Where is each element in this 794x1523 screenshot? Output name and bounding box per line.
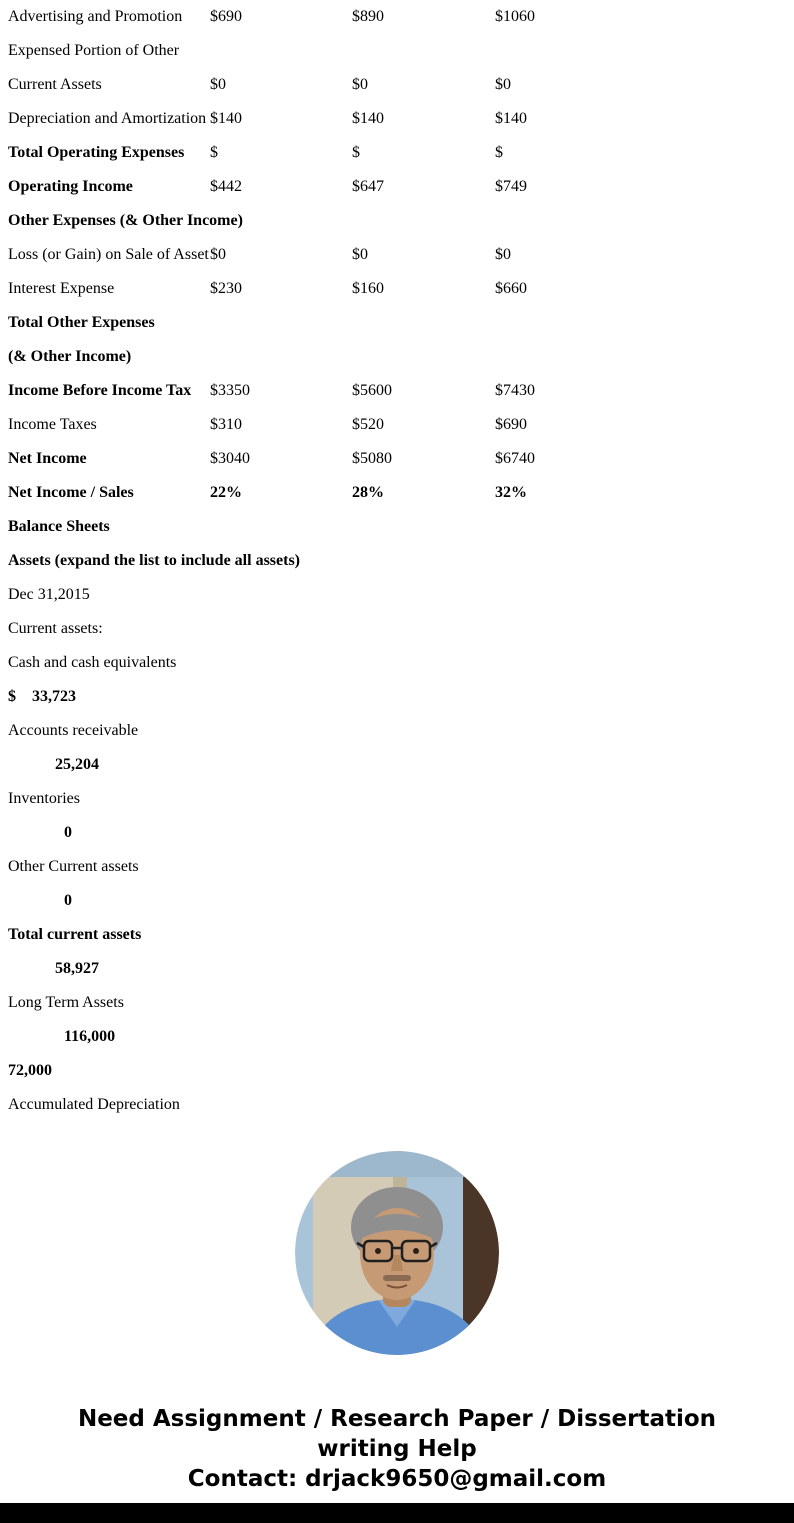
doc-line-label: Interest Expense	[8, 280, 115, 297]
doc-line	[8, 408, 794, 442]
doc-line	[8, 986, 794, 1020]
footer-ad	[0, 1404, 794, 1494]
doc-line-value: $0	[352, 76, 368, 93]
doc-line	[8, 578, 794, 612]
doc-line	[8, 0, 794, 34]
doc-line	[8, 748, 794, 782]
doc-line	[8, 850, 794, 884]
doc-line-label: Accumulated Depreciation	[8, 1096, 180, 1113]
doc-line-value: $690	[495, 416, 527, 433]
doc-line	[8, 272, 794, 306]
doc-line-value: $7430	[495, 382, 535, 399]
doc-line-value: $690	[210, 8, 242, 25]
doc-line-label: Depreciation and Amortization	[8, 110, 207, 127]
doc-line	[8, 136, 794, 170]
doc-line-value: $660	[495, 280, 527, 297]
doc-line-label: Income Before Income Tax	[8, 382, 192, 399]
doc-line	[8, 442, 794, 476]
doc-line-value: $6740	[495, 450, 535, 467]
doc-line-label: Total Other Expenses	[8, 314, 155, 331]
doc-line-value: $0	[495, 76, 511, 93]
doc-line	[8, 952, 794, 986]
doc-line-label: Long Term Assets	[8, 994, 124, 1011]
doc-line-value: $890	[352, 8, 384, 25]
doc-line	[8, 1020, 794, 1054]
doc-line-value: $3350	[210, 382, 250, 399]
doc-line-value: $0	[495, 246, 511, 263]
doc-line-label: Accounts receivable	[8, 722, 139, 739]
financial-document	[8, 0, 794, 1122]
profile-photo	[295, 1151, 499, 1355]
doc-line	[8, 374, 794, 408]
doc-line-value: $5080	[352, 450, 392, 467]
doc-line-value: $230	[210, 280, 242, 297]
doc-line-value: $	[210, 144, 218, 161]
doc-line-value: $0	[210, 76, 226, 93]
doc-line-value: 22%	[210, 484, 242, 501]
doc-line	[8, 34, 794, 68]
doc-line-value: 32%	[495, 484, 527, 501]
doc-line-label: 25,204	[55, 756, 99, 773]
doc-line-label: Net Income	[8, 450, 87, 467]
doc-line-label: Expensed Portion of Other	[8, 42, 180, 59]
doc-line	[8, 680, 794, 714]
doc-line-label: 72,000	[8, 1062, 52, 1079]
doc-line-label: Net Income / Sales	[8, 484, 134, 501]
doc-line-label: Dec 31,2015	[8, 586, 90, 603]
doc-line-label: Current Assets	[8, 76, 102, 93]
doc-line-value: $160	[352, 280, 384, 297]
doc-line-label: (& Other Income)	[8, 348, 132, 365]
doc-line-value: $140	[495, 110, 527, 127]
doc-line-value: $	[495, 144, 503, 161]
footer-ad-contact: Contact: drjack9650@gmail.com	[187, 1466, 607, 1492]
doc-line	[8, 884, 794, 918]
doc-line-label: 0	[64, 892, 72, 909]
doc-line-value: $140	[210, 110, 242, 127]
doc-line-label: 116,000	[64, 1028, 116, 1045]
doc-line	[8, 714, 794, 748]
doc-line-value: $0	[210, 246, 226, 263]
doc-line-label: Advertising and Promotion	[8, 8, 183, 25]
doc-line-value: $1060	[495, 8, 535, 25]
doc-line	[8, 170, 794, 204]
doc-line-value: $3040	[210, 450, 250, 467]
doc-line-value: $442	[210, 178, 242, 195]
doc-line	[8, 340, 794, 374]
doc-line	[8, 782, 794, 816]
doc-line	[8, 204, 794, 238]
doc-line	[8, 510, 794, 544]
doc-line-label: $ 33,723	[8, 688, 76, 705]
doc-line-label: Inventories	[8, 790, 80, 807]
doc-line-value: $520	[352, 416, 384, 433]
doc-line-value: 28%	[352, 484, 384, 501]
doc-line-label: Balance Sheets	[8, 518, 110, 535]
doc-line-label: Operating Income	[8, 178, 133, 195]
doc-line	[8, 1054, 794, 1088]
profile-photo-icon	[295, 1151, 499, 1355]
doc-line-label: Cash and cash equivalents	[8, 654, 177, 671]
doc-line-label: Current assets:	[8, 620, 103, 637]
doc-line	[8, 238, 794, 272]
doc-line	[8, 918, 794, 952]
doc-line-label: Total current assets	[8, 926, 142, 943]
doc-line	[8, 68, 794, 102]
footer-ad-line-1: Need Assignment / Research Paper / Dissertation	[77, 1406, 717, 1432]
doc-line-value: $310	[210, 416, 242, 433]
doc-line	[8, 612, 794, 646]
doc-line-value: $	[352, 144, 360, 161]
footer-ad-line-2: writing Help	[317, 1436, 477, 1462]
doc-line-value: $749	[495, 178, 527, 195]
doc-line	[8, 1088, 794, 1122]
doc-line-label: 0	[64, 824, 72, 841]
doc-line-label: Assets (expand the list to include all assets)	[8, 552, 301, 569]
doc-line-label: 58,927	[55, 960, 99, 977]
doc-line-label: Loss (or Gain) on Sale of Asset	[8, 246, 209, 263]
doc-line-value: $647	[352, 178, 384, 195]
doc-line	[8, 476, 794, 510]
doc-line-value: $0	[352, 246, 368, 263]
doc-line	[8, 816, 794, 850]
doc-line-label: Other Current assets	[8, 858, 139, 875]
doc-line-label: Income Taxes	[8, 416, 97, 433]
doc-line-value: $5600	[352, 382, 392, 399]
doc-line-label: Other Expenses (& Other Income)	[8, 212, 243, 229]
doc-line	[8, 544, 794, 578]
doc-line-value: $140	[352, 110, 384, 127]
bottom-bar	[0, 1503, 794, 1523]
doc-line	[8, 102, 794, 136]
doc-line-label: Total Operating Expenses	[8, 144, 185, 161]
doc-line	[8, 306, 794, 340]
doc-line	[8, 646, 794, 680]
